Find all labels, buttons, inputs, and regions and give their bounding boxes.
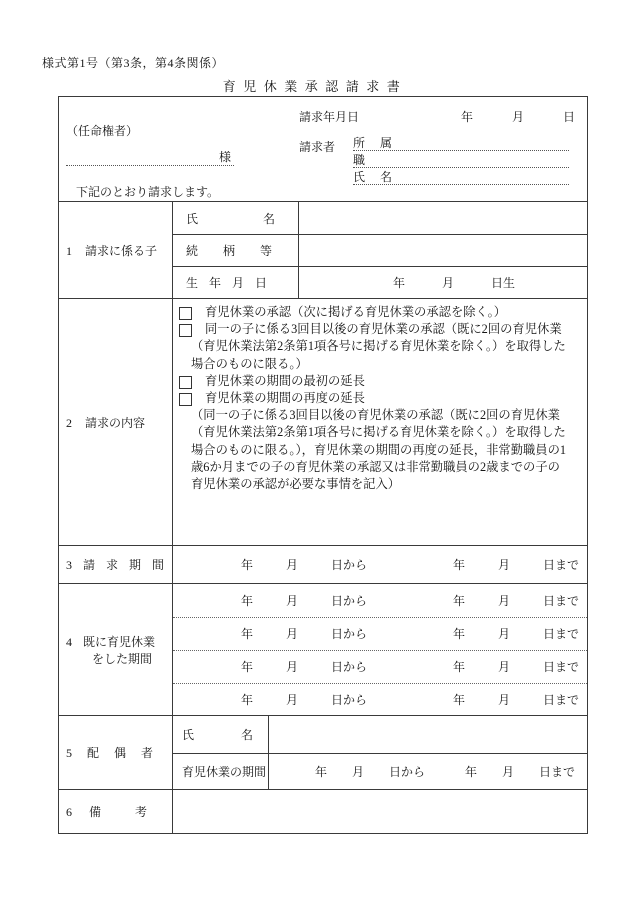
child-birthdate-row [173, 266, 587, 298]
requester-field-name: 氏 名 [353, 168, 569, 185]
form-outer-box [58, 96, 588, 834]
spouse-leave-period-field: 年 月 日から 年 月 日まで [315, 765, 576, 780]
child-relationship-row [173, 234, 587, 266]
option-note-text: （育児休業法第2条第1項各号に掲げる育児休業を除く。）を取得した [191, 425, 566, 440]
form-number: 様式第1号（第3条，第4条関係） [42, 56, 225, 70]
option-leave-approval: 育児休業の承認（次に掲げる育児休業の承認を除く。） [173, 304, 581, 321]
section-previous-leave [59, 583, 587, 715]
request-date-value: 年 月 日 [460, 110, 575, 124]
child-name-row [173, 202, 587, 234]
option-second-extension: 育児休業の期間の再度の延長 [173, 390, 581, 407]
child-birthdate-placeholder: 年 月 日生 [393, 276, 516, 290]
option-note-text: （同一の子に係る3回目以後の育児休業の承認（既に2回の育児休業 [191, 408, 560, 423]
requester-fields [353, 134, 569, 185]
child-relationship-field [299, 235, 587, 266]
section-request-content [59, 298, 587, 545]
remarks-field [173, 790, 587, 833]
spouse-leave-period-label: 育児休業の期間 [182, 765, 267, 780]
request-date-row [299, 108, 575, 125]
form-title: 育児休業承認請求書 [222, 79, 408, 94]
requester-field-position: 職 [353, 151, 569, 168]
spouse-leave-period-row [173, 753, 587, 789]
section-remarks-label: 6 備 考 [66, 805, 148, 820]
option-first-extension: 育児休業の期間の最初の延長 [173, 373, 581, 390]
period-to-placeholder: 年 月 日まで [453, 558, 580, 573]
spouse-name-label: 氏 名 [182, 728, 254, 743]
previous-leave-row: 年 月 日から 年 月 日まで [173, 617, 587, 650]
child-name-field [299, 202, 587, 234]
option-note-text: 場合のものに限る。），育児休業の期間の再度の延長，非常勤職員の1 [191, 442, 567, 457]
request-period-field [173, 546, 587, 583]
option-note-text: 育児休業の承認が必要な事情を記入） [191, 477, 401, 492]
section-request-period-label: 3 請 求 期 間 [66, 558, 165, 573]
section-previous-leave-label-line2: をした期間 [92, 651, 153, 666]
spouse-name-field [269, 716, 587, 753]
section-request-period [59, 545, 587, 583]
requester-field-affiliation: 所 属 [353, 134, 569, 151]
checkbox-icon[interactable] [179, 393, 192, 406]
checkbox-icon[interactable] [179, 324, 192, 337]
declaration-text: 下記のとおり請求します。 [76, 185, 220, 199]
section-remarks [59, 789, 587, 833]
option-third-or-later-leave: 同一の子に係る3回目以後の育児休業の承認（既に2回の育児休業 [173, 321, 581, 338]
period-from-placeholder: 年 月 日から [241, 558, 368, 573]
previous-leave-row: 年 月 日から 年 月 日まで [241, 594, 580, 609]
form-table [59, 201, 587, 833]
previous-leave-row: 年 月 日から 年 月 日まで [173, 650, 587, 683]
option-continuation-text: 場合のものに限る。） [191, 356, 308, 371]
request-date-label: 請求年月日 [299, 110, 360, 124]
option-continuation-text: （育児休業法第2条第1項各号に掲げる育児休業を除く。）を取得した [191, 339, 566, 354]
request-content-options [173, 299, 587, 545]
section-spouse-label: 5 配 偶 者 [66, 746, 154, 761]
addressee-suffix: 様 [218, 150, 231, 164]
section-spouse [59, 715, 587, 789]
option-note-text: 歳6か月までの子の育児休業の承認又は非常勤職員の2歳までの子の [191, 459, 560, 474]
section-child [59, 202, 587, 298]
appointing-authority-label: （任命権者） [66, 124, 139, 138]
checkbox-icon[interactable] [179, 376, 192, 389]
spouse-name-row [173, 716, 587, 753]
section-previous-leave-label-line1: 4 既に育児休業 [66, 634, 156, 649]
requester-label: 請求者 [299, 140, 336, 154]
previous-leave-row: 年 月 日から 年 月 日まで [173, 683, 587, 716]
section-child-label: 1 請求に係る子 [66, 243, 158, 258]
section-request-content-label: 2 請求の内容 [66, 415, 146, 430]
addressee-line [66, 147, 234, 166]
child-relationship-label: 続 柄 等 [186, 244, 273, 258]
child-name-label: 氏 名 [186, 211, 276, 226]
child-birthdate-label: 生 年 月 日 [186, 276, 268, 290]
checkbox-icon[interactable] [179, 307, 192, 320]
